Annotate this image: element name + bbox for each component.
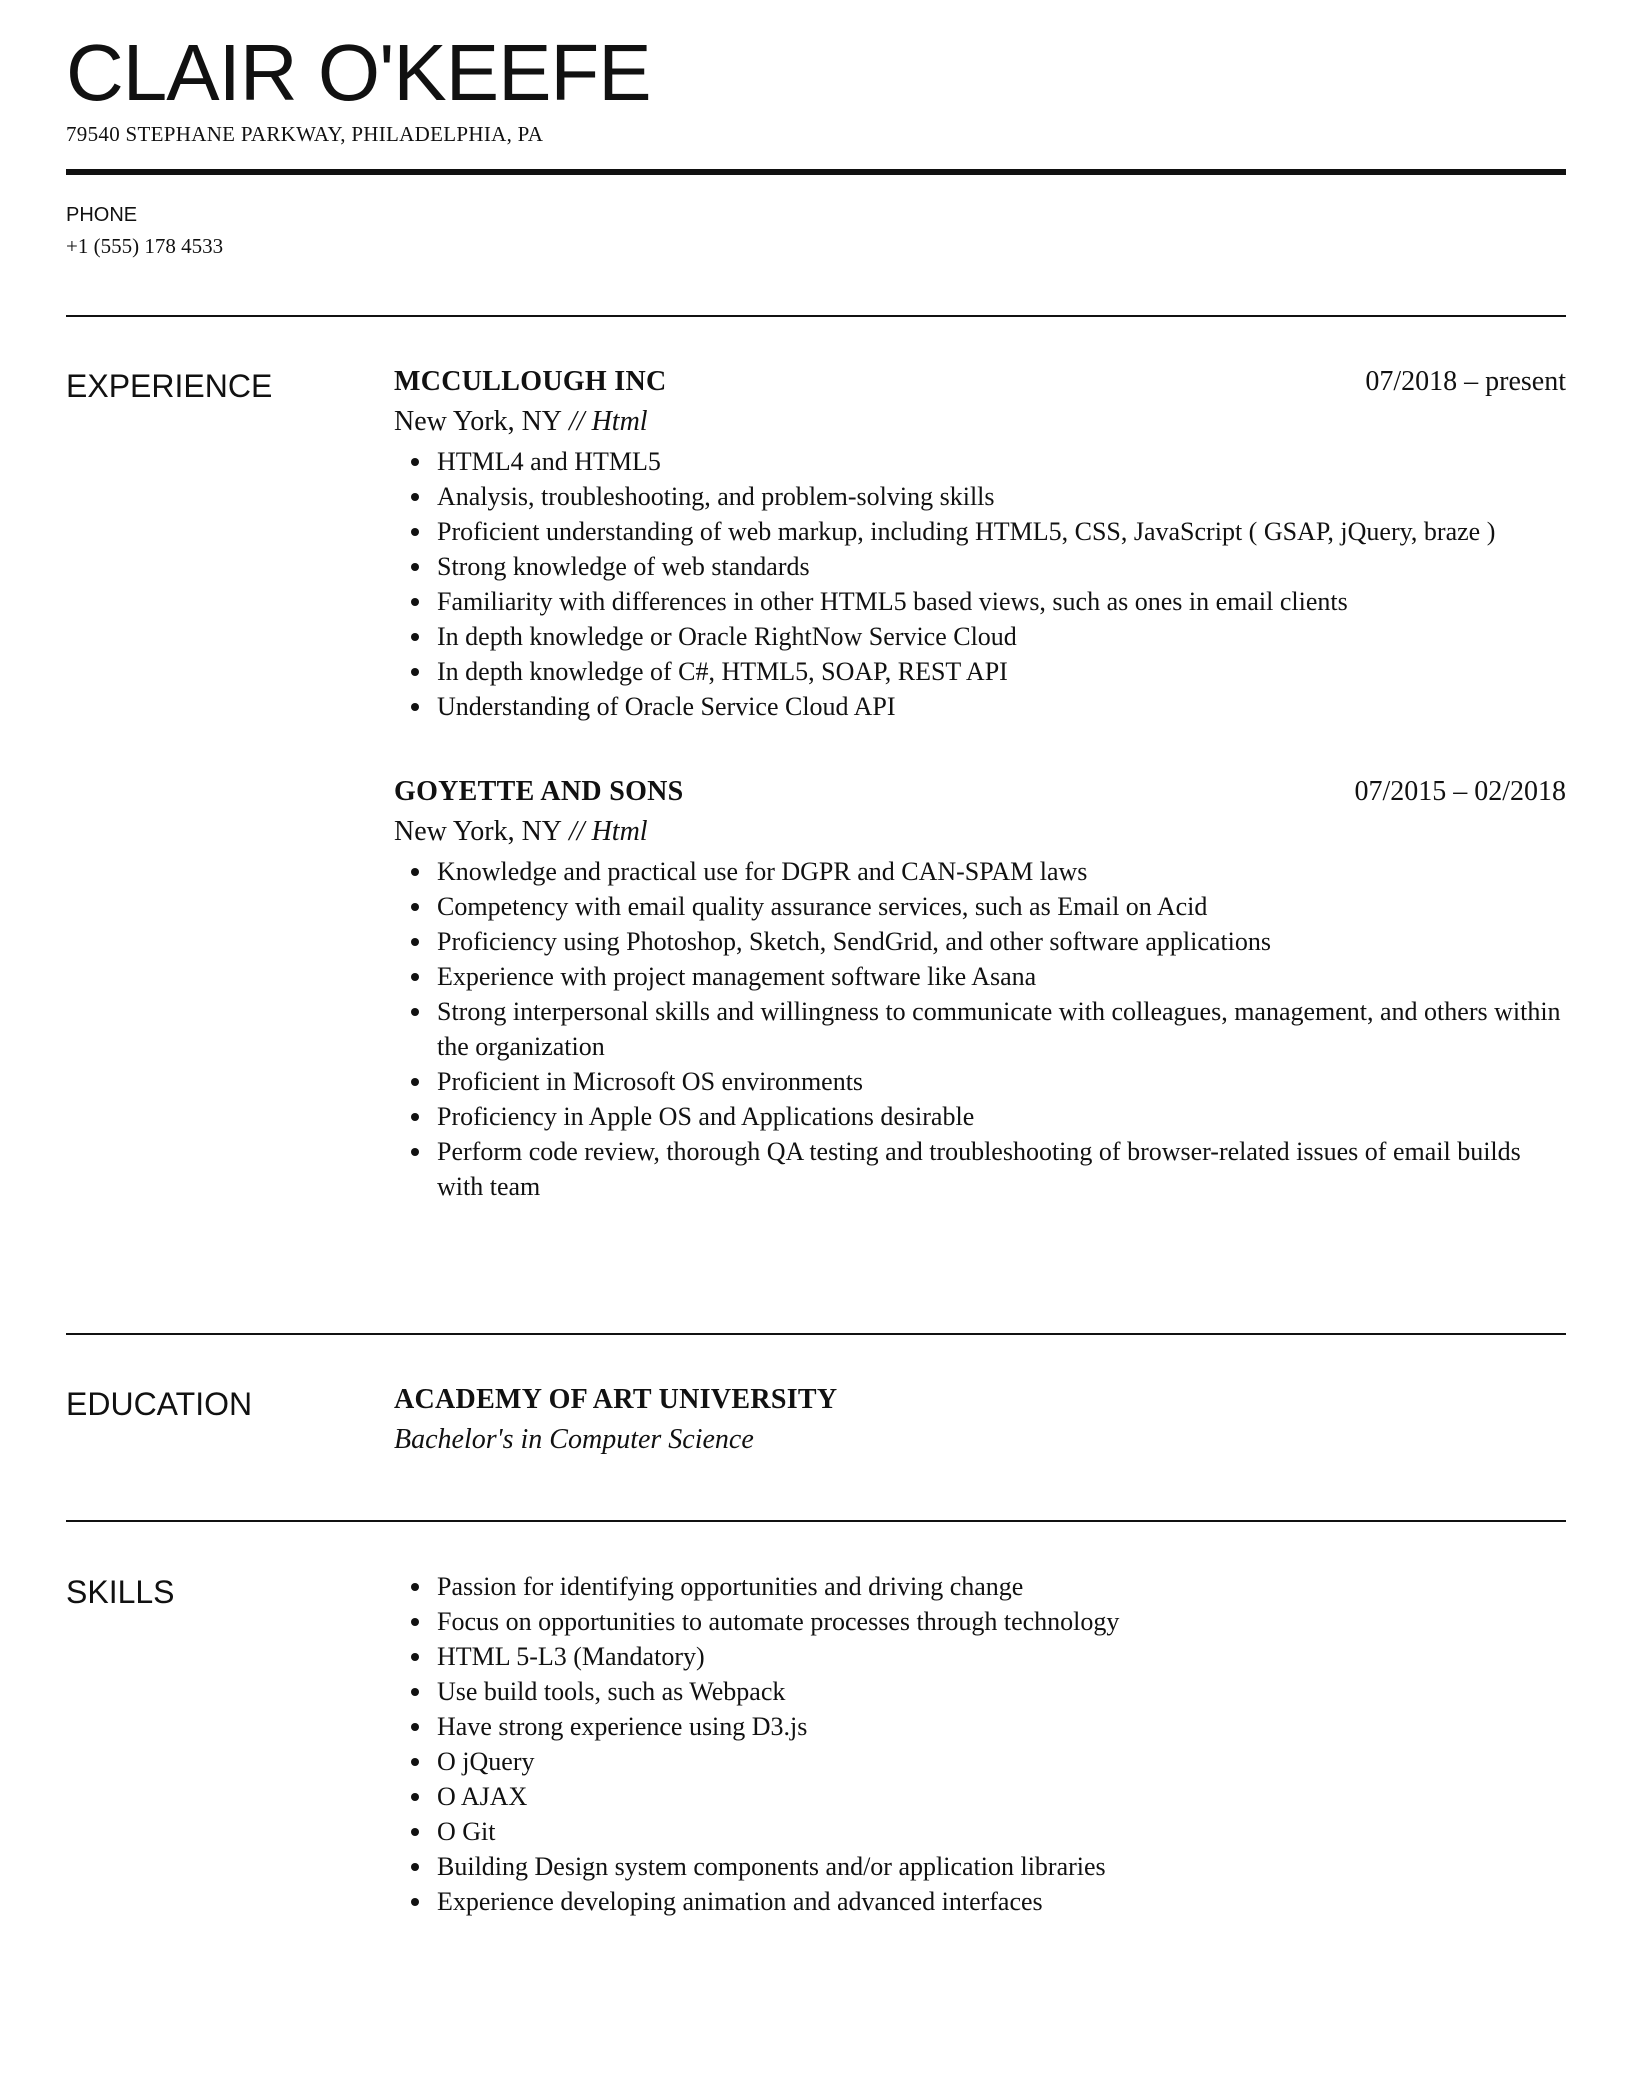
job-entry — [394, 772, 1566, 1204]
job-bullets — [394, 854, 1566, 1204]
skill-item: Passion for identifying opportunities and driving change — [394, 1569, 1566, 1604]
section-divider — [66, 315, 1566, 317]
bullet-item: HTML4 and HTML5 — [394, 444, 1566, 479]
bullet-item: Proficiency in Apple OS and Applications desirable — [394, 1099, 1566, 1134]
bullet-item: In depth knowledge or Oracle RightNow Service Cloud — [394, 619, 1566, 654]
bullet-item: Understanding of Oracle Service Cloud API — [394, 689, 1566, 724]
skill-item: O Git — [394, 1814, 1566, 1849]
job-header — [394, 362, 1566, 402]
job-role: Html — [591, 406, 648, 437]
degree: Bachelor's in Computer Science — [394, 1424, 754, 1455]
bullet-item: Strong knowledge of web standards — [394, 549, 1566, 584]
phone-number: +1 (555) 178 4533 — [66, 234, 224, 258]
skill-item: Building Design system components and/or application libraries — [394, 1849, 1566, 1884]
experience-heading: EXPERIENCE — [66, 368, 273, 404]
skill-item: Have strong experience using D3.js — [394, 1709, 1566, 1744]
skill-item: Use build tools, such as Webpack — [394, 1674, 1566, 1709]
job-bullets — [394, 444, 1566, 724]
bullet-item: Proficient in Microsoft OS environments — [394, 1064, 1566, 1099]
education-entry — [394, 1380, 1566, 1460]
bullet-item: Knowledge and practical use for DGPR and CAN-SPAM laws — [394, 854, 1566, 889]
job-dates: 07/2015 – 02/2018 — [1354, 776, 1566, 807]
bullet-item: Perform code review, thorough QA testing and troubleshooting of browser-related issues of email builds with team — [394, 1134, 1566, 1204]
education-heading: EDUCATION — [66, 1386, 253, 1422]
job-header — [394, 772, 1566, 812]
job-location: New York, NY — [394, 406, 563, 437]
job-dates: 07/2018 – present — [1365, 366, 1566, 397]
school-name: ACADEMY OF ART UNIVERSITY — [394, 1384, 838, 1415]
experience-list — [394, 362, 1566, 1252]
skill-item: O jQuery — [394, 1744, 1566, 1779]
job-role: Html — [591, 816, 648, 847]
separator: // — [562, 816, 592, 847]
skills-heading: SKILLS — [66, 1574, 175, 1610]
section-divider — [66, 1520, 1566, 1522]
candidate-name: CLAIR O'KEEFE — [66, 28, 651, 117]
section-divider — [66, 1333, 1566, 1335]
job-location: New York, NY — [394, 816, 563, 847]
separator: // — [562, 406, 592, 437]
skills-entry — [394, 1569, 1566, 1919]
bullet-item: Strong interpersonal skills and willingness to communicate with colleagues, management, and others within the organization — [394, 994, 1566, 1064]
bullet-item: Familiarity with differences in other HTML5 based views, such as ones in email clients — [394, 584, 1566, 619]
candidate-address: 79540 STEPHANE PARKWAY, PHILADELPHIA, PA — [66, 122, 544, 146]
bullet-item: Experience with project management software like Asana — [394, 959, 1566, 994]
company-name: MCCULLOUGH INC — [394, 366, 667, 397]
skill-item: HTML 5-L3 (Mandatory) — [394, 1639, 1566, 1674]
job-location-line — [394, 812, 1566, 852]
skill-item: O AJAX — [394, 1779, 1566, 1814]
skills-list — [394, 1569, 1566, 1919]
phone-label: PHONE — [66, 204, 138, 226]
job-location-line — [394, 402, 1566, 442]
job-entry — [394, 362, 1566, 724]
company-name: GOYETTE AND SONS — [394, 776, 684, 807]
header-divider — [66, 169, 1566, 175]
bullet-item: Proficiency using Photoshop, Sketch, SendGrid, and other software applications — [394, 924, 1566, 959]
bullet-item: Proficient understanding of web markup, including HTML5, CSS, JavaScript ( GSAP, jQuery, braze ) — [394, 514, 1566, 549]
resume-page — [66, 0, 1566, 2098]
bullet-item: Competency with email quality assurance services, such as Email on Acid — [394, 889, 1566, 924]
bullet-item: Analysis, troubleshooting, and problem-solving skills — [394, 479, 1566, 514]
skill-item: Focus on opportunities to automate processes through technology — [394, 1604, 1566, 1639]
skill-item: Experience developing animation and advanced interfaces — [394, 1884, 1566, 1919]
bullet-item: In depth knowledge of C#, HTML5, SOAP, REST API — [394, 654, 1566, 689]
